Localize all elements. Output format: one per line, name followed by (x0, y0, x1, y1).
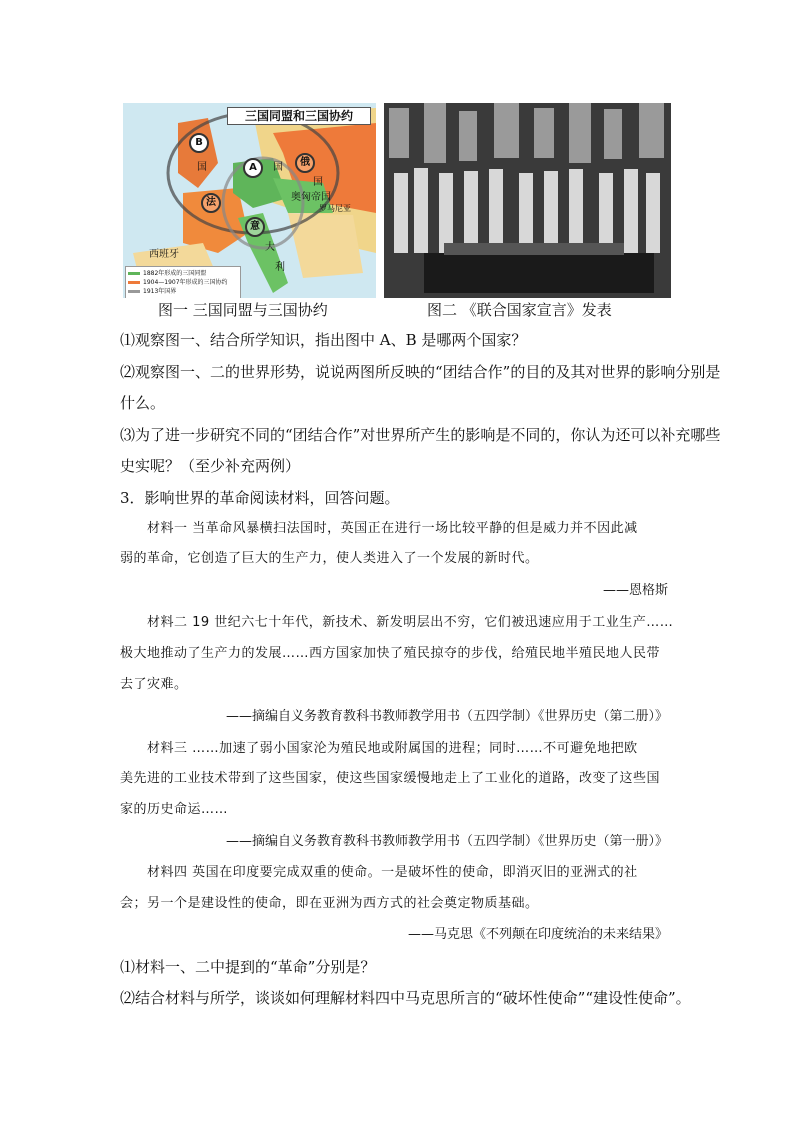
question-3-line1: ⑶为了进一步研究不同的“团结合作”对世界所产生的影响是不同的，你认为还可以补充哪些 (120, 426, 721, 444)
material-2-line2: 极大地推动了生产力的发展……西方国家加快了殖民掠夺的步伐，给殖民地半殖民地人民带 (120, 646, 661, 661)
photo-graphic (384, 103, 671, 298)
map-label-spain: 西班牙 (149, 249, 179, 260)
marker-a: A (243, 158, 263, 178)
photo-un-declaration (384, 103, 671, 298)
material-2-line3: 去了灾难。 (120, 677, 188, 692)
material-3-source: ——摘编自义务教育教科书教师教学用书（五四学制）《世界历史（第一册）》 (225, 834, 668, 849)
map-label: 大 (265, 242, 275, 253)
section-3-question-2: ⑵结合材料与所学，谈谈如何理解材料四中马克思所言的“破坏性使命”“建设性使命”。 (120, 989, 691, 1007)
map-label: 国 (273, 162, 283, 173)
material-3-line3: 家的历史命运…… (120, 802, 229, 817)
section-3-question-1: ⑴材料一、二中提到的“革命”分别是？ (120, 958, 376, 976)
legend-item: 1913年国界 (128, 287, 238, 296)
marker-b: B (189, 133, 209, 153)
material-2-source: ——摘编自义务教育教科书教师教学用书（五四学制）《世界历史（第二册）》 (225, 709, 668, 724)
material-4-source: ——马克思《不列颠在印度统治的未来结果》 (407, 927, 668, 942)
map-three-alliances (123, 103, 376, 298)
map-label-france: 法 (201, 193, 221, 213)
map-label: 国 (197, 162, 207, 173)
map-title: 三国同盟和三国协约 (227, 107, 371, 125)
question-1: ⑴观察图一、结合所学知识，指出图中 A、B 是哪两个国家？ (120, 331, 527, 349)
legend-item: 1904—1907年形成的三国协约 (128, 278, 238, 287)
material-4-line2: 会；另一个是建设性的使命，即在亚洲为西方式的社会奠定物质基础。 (120, 896, 539, 911)
question-3-line2: 史实呢？（至少补充两例） (120, 457, 301, 475)
map-label: 国 (313, 177, 323, 188)
section-3-heading: 3．影响世界的革命阅读材料，回答问题。 (120, 489, 400, 507)
figure1-caption: 图一 三国同盟与三国协约 (158, 301, 328, 319)
map-label-romania: 罗马尼亚 (319, 204, 351, 213)
map-label: 利 (275, 262, 285, 273)
material-1-line1: 材料一 当革命风暴横扫法国时，英国正在进行一场比较平静的但是威力并不因此减 (147, 521, 638, 536)
question-2-line2: 什么。 (120, 394, 166, 412)
material-3-line2: 美先进的工业技术带到了这些国家，使这些国家缓慢地走上了工业化的道路，改变了这些国 (120, 771, 661, 786)
material-4-line1: 材料四 英国在印度要完成双重的使命。一是破坏性的使命，即消灭旧的亚洲式的社 (147, 865, 638, 880)
material-1-source: ——恩格斯 (602, 583, 668, 598)
material-1-line2: 弱的革命，它创造了巨大的生产力，使人类进入了一个发展的新时代。 (120, 551, 539, 566)
map-label-italy: 意 (245, 217, 265, 237)
question-2-line1: ⑵观察图一、二的世界形势，说说两图所反映的“团结合作”的目的及其对世界的影响分别是 (120, 363, 721, 381)
legend-item: 1882年形成的三国同盟 (128, 269, 238, 278)
map-label-russia: 俄 (295, 153, 315, 173)
material-3-line1: 材料三 ……加速了弱小国家沦为殖民地或附属国的进程；同时……不可避免地把欧 (147, 741, 638, 756)
material-2-line1: 材料二 19 世纪六七十年代，新技术、新发明层出不穷，它们被迅速应用于工业生产…… (147, 615, 674, 630)
map-label-austria-hungary: 奥匈帝国 (291, 192, 331, 203)
figure2-caption: 图二 《联合国家宣言》发表 (427, 301, 612, 319)
map-legend (125, 266, 241, 298)
